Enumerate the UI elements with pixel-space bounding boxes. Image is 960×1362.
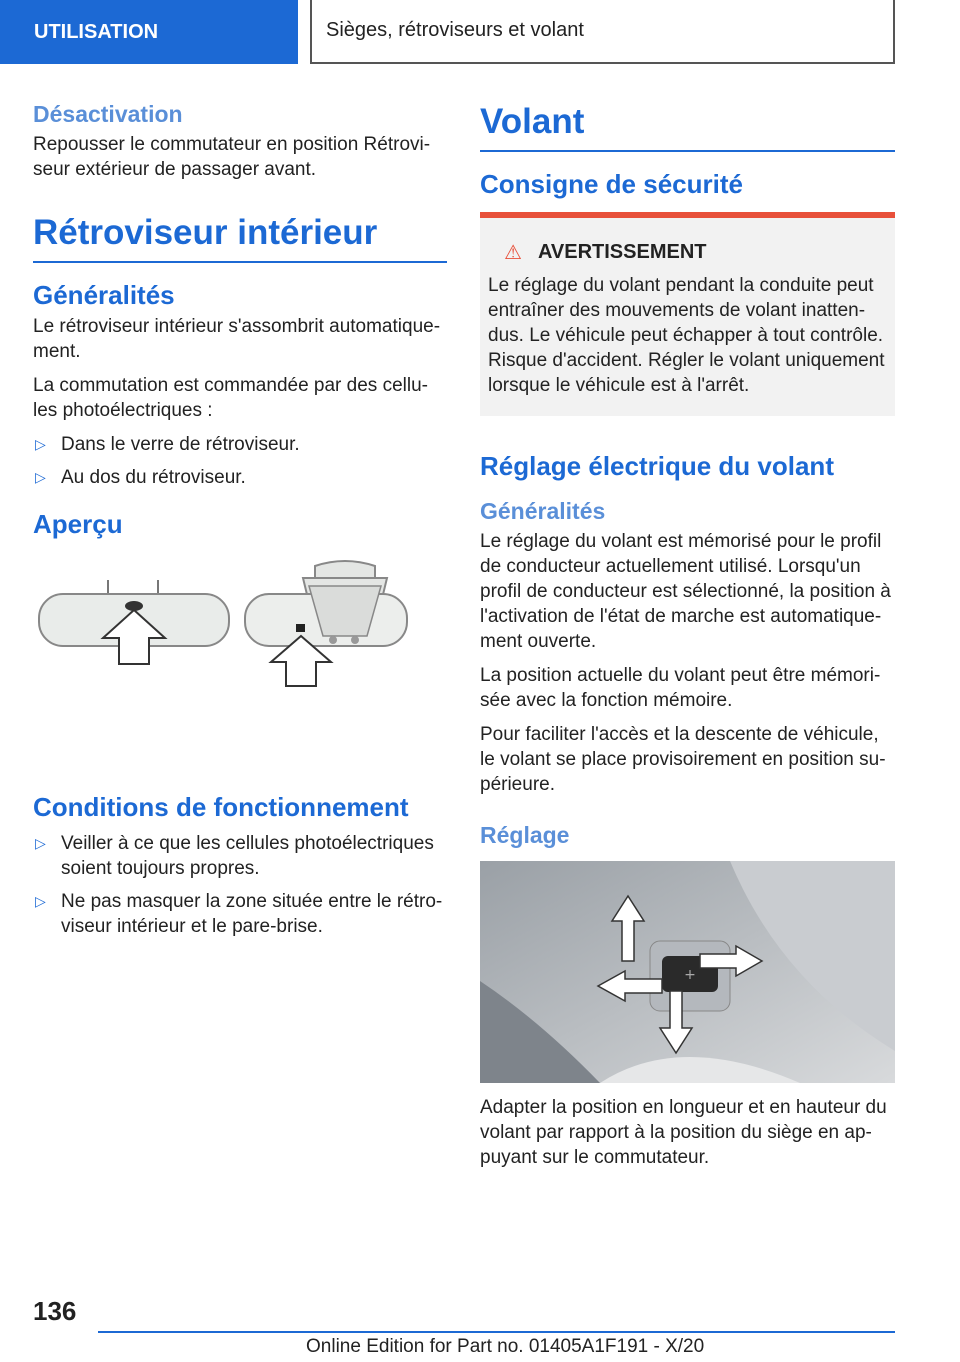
deactivation-heading: Désactivation: [33, 101, 183, 127]
list-item: ▷ Dans le verre de rétroviseur.: [35, 434, 300, 456]
warning-title: [488, 240, 887, 265]
warning-box: [480, 212, 895, 416]
triangle-bullet-icon: ▷: [35, 436, 46, 453]
triangle-bullet-icon: ▷: [35, 469, 46, 486]
warning-label: AVERTISSEMENT: [537, 240, 707, 263]
footer-divider: [98, 1331, 895, 1333]
general-paragraph-right-1: Le réglage du volant est mémorisé pour le profil de conducteur actuellement utilisé. Lorsqu'un profil de conducteur est sélectionné, la position à l'activation de l'état de marche est automatique-ment ouverte.: [480, 531, 891, 653]
mirror-overview-illustration: [33, 544, 447, 776]
triangle-bullet-icon: ▷: [35, 835, 46, 852]
svg-text:+: +: [684, 967, 696, 984]
list-item: ▷ Veiller à ce que les cellules photoélectriques soient toujours propres.: [35, 833, 434, 880]
warning-triangle-icon: ⚠: [504, 241, 522, 264]
general-heading: Généralités: [33, 279, 175, 310]
overview-heading: Aperçu: [33, 509, 123, 540]
adjust-heading: Réglage: [480, 822, 570, 849]
general-paragraph-1: Le rétroviseur intérieur s'assombrit automatique-ment.: [33, 316, 441, 363]
interior-mirror-heading: Rétroviseur intérieur: [33, 211, 447, 263]
edition-note: Online Edition for Part no. 01405A1F191 - X/20: [306, 1336, 705, 1357]
general-heading-right: Généralités: [480, 498, 606, 525]
general-paragraph-right-3: Pour faciliter l'accès et la descente de véhicule, le volant se place provisoirement en position su-périeure.: [480, 724, 886, 796]
list-item: ▷ Ne pas masquer la zone située entre le rétro-viseur intérieur et le pare-brise.: [35, 891, 443, 938]
conditions-list: [33, 831, 447, 939]
general-paragraph-2: La commutation est commandée par des cellu-les photoélectriques :: [33, 375, 428, 422]
section-tab: UTILISATION: [0, 0, 298, 64]
chapter-title: Sièges, rétroviseurs et volant: [310, 0, 895, 64]
general-paragraph-right-2: La position actuelle du volant peut être mémori-sée avec la fonction mémoire.: [480, 665, 881, 712]
safety-heading: Consigne de sécurité: [480, 168, 743, 199]
left-column: [33, 100, 447, 947]
right-column: [480, 100, 895, 1179]
steering-switch-illustration: [480, 861, 895, 1083]
adjust-text: Adapter la position en longueur et en hauteur du volant par rapport à la position du siège en ap-puyant sur le commutateur.: [480, 1097, 887, 1169]
deactivation-text: Repousser le commutateur en position Rétrovi-seur extérieur de passager avant.: [33, 133, 431, 180]
steering-wheel-heading: Volant: [480, 100, 895, 152]
photocell-list: [33, 432, 447, 490]
page-number: 136: [33, 1296, 77, 1326]
list-item: ▷ Au dos du rétroviseur.: [35, 467, 246, 489]
page-header: [0, 0, 960, 66]
warning-text: Le réglage du volant pendant la conduite peut entraîner des mouvements de volant inatten-dus. Le véhicule peut échapper à tout contrôle. Risque d'accident. Régler le volant uniquement lorsque le véhicule est à l'arrêt.: [488, 274, 885, 396]
conditions-heading: Conditions de fonctionnement: [33, 792, 409, 823]
electric-adjust-heading: Réglage électrique du volant: [480, 450, 834, 481]
triangle-bullet-icon: ▷: [35, 893, 46, 910]
